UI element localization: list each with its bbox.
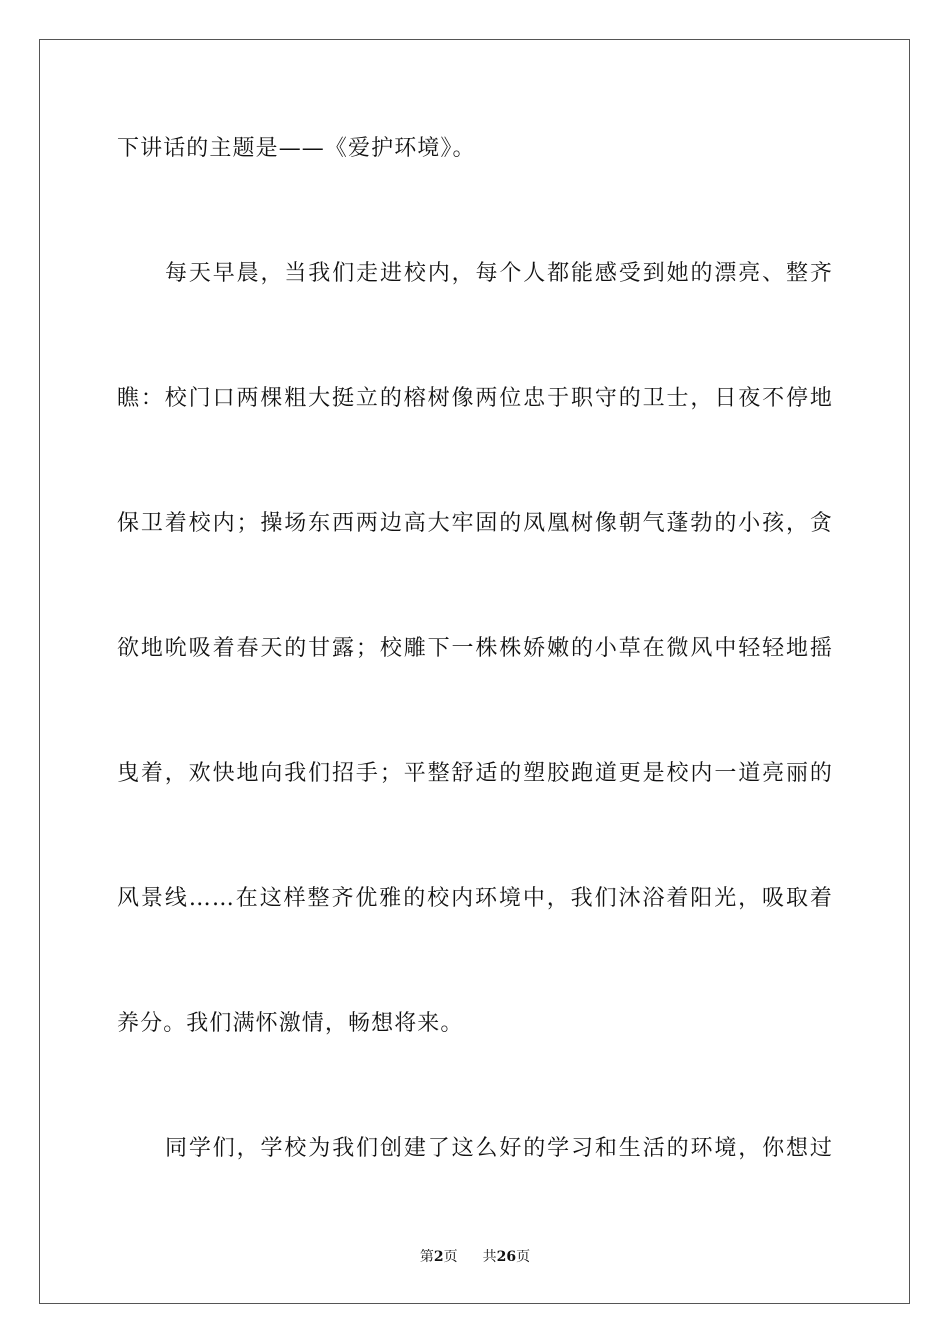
page-number-label: [420, 1249, 462, 1265]
total-suffix: 页: [516, 1249, 531, 1265]
paragraph-2-line-5: 曳着，欢快地向我们招手；平整舒适的塑胶跑道更是校内一道亮丽的: [117, 761, 833, 786]
page-frame: [39, 39, 910, 1304]
total-pages: 26: [496, 1249, 517, 1265]
paragraph-2-line-3: 保卫着校内；操场东西两边高大牢固的凤凰树像朝气蓬勃的小孩，贪: [117, 511, 833, 536]
paragraph-3-line-1: 同学们，学校为我们创建了这么好的学习和生活的环境，你想过: [165, 1136, 833, 1161]
page-footer: [0, 1248, 950, 1266]
text-line-1: 下讲话的主题是——《爱护环境》。: [117, 136, 476, 161]
paragraph-2-line-7: 养分。我们满怀激情，畅想将来。: [117, 1011, 464, 1036]
paragraph-2-line-4: 欲地吮吸着春天的甘露；校雕下一株株娇嫩的小草在微风中轻轻地摇: [117, 636, 833, 661]
page-suffix: 页: [443, 1249, 458, 1265]
page-prefix: 第: [419, 1249, 434, 1265]
page-number: 2: [433, 1249, 444, 1265]
total-prefix: 共: [482, 1249, 497, 1265]
paragraph-2-line-6: 风景线……在这样整齐优雅的校内环境中，我们沐浴着阳光，吸取着: [117, 886, 833, 911]
total-pages-label: [483, 1249, 530, 1265]
paragraph-2-line-2: 瞧：校门口两棵粗大挺立的榕树像两位忠于职守的卫士，日夜不停地: [117, 386, 833, 411]
paragraph-2-line-1: 每天早晨，当我们走进校内，每个人都能感受到她的漂亮、整齐: [165, 261, 833, 286]
